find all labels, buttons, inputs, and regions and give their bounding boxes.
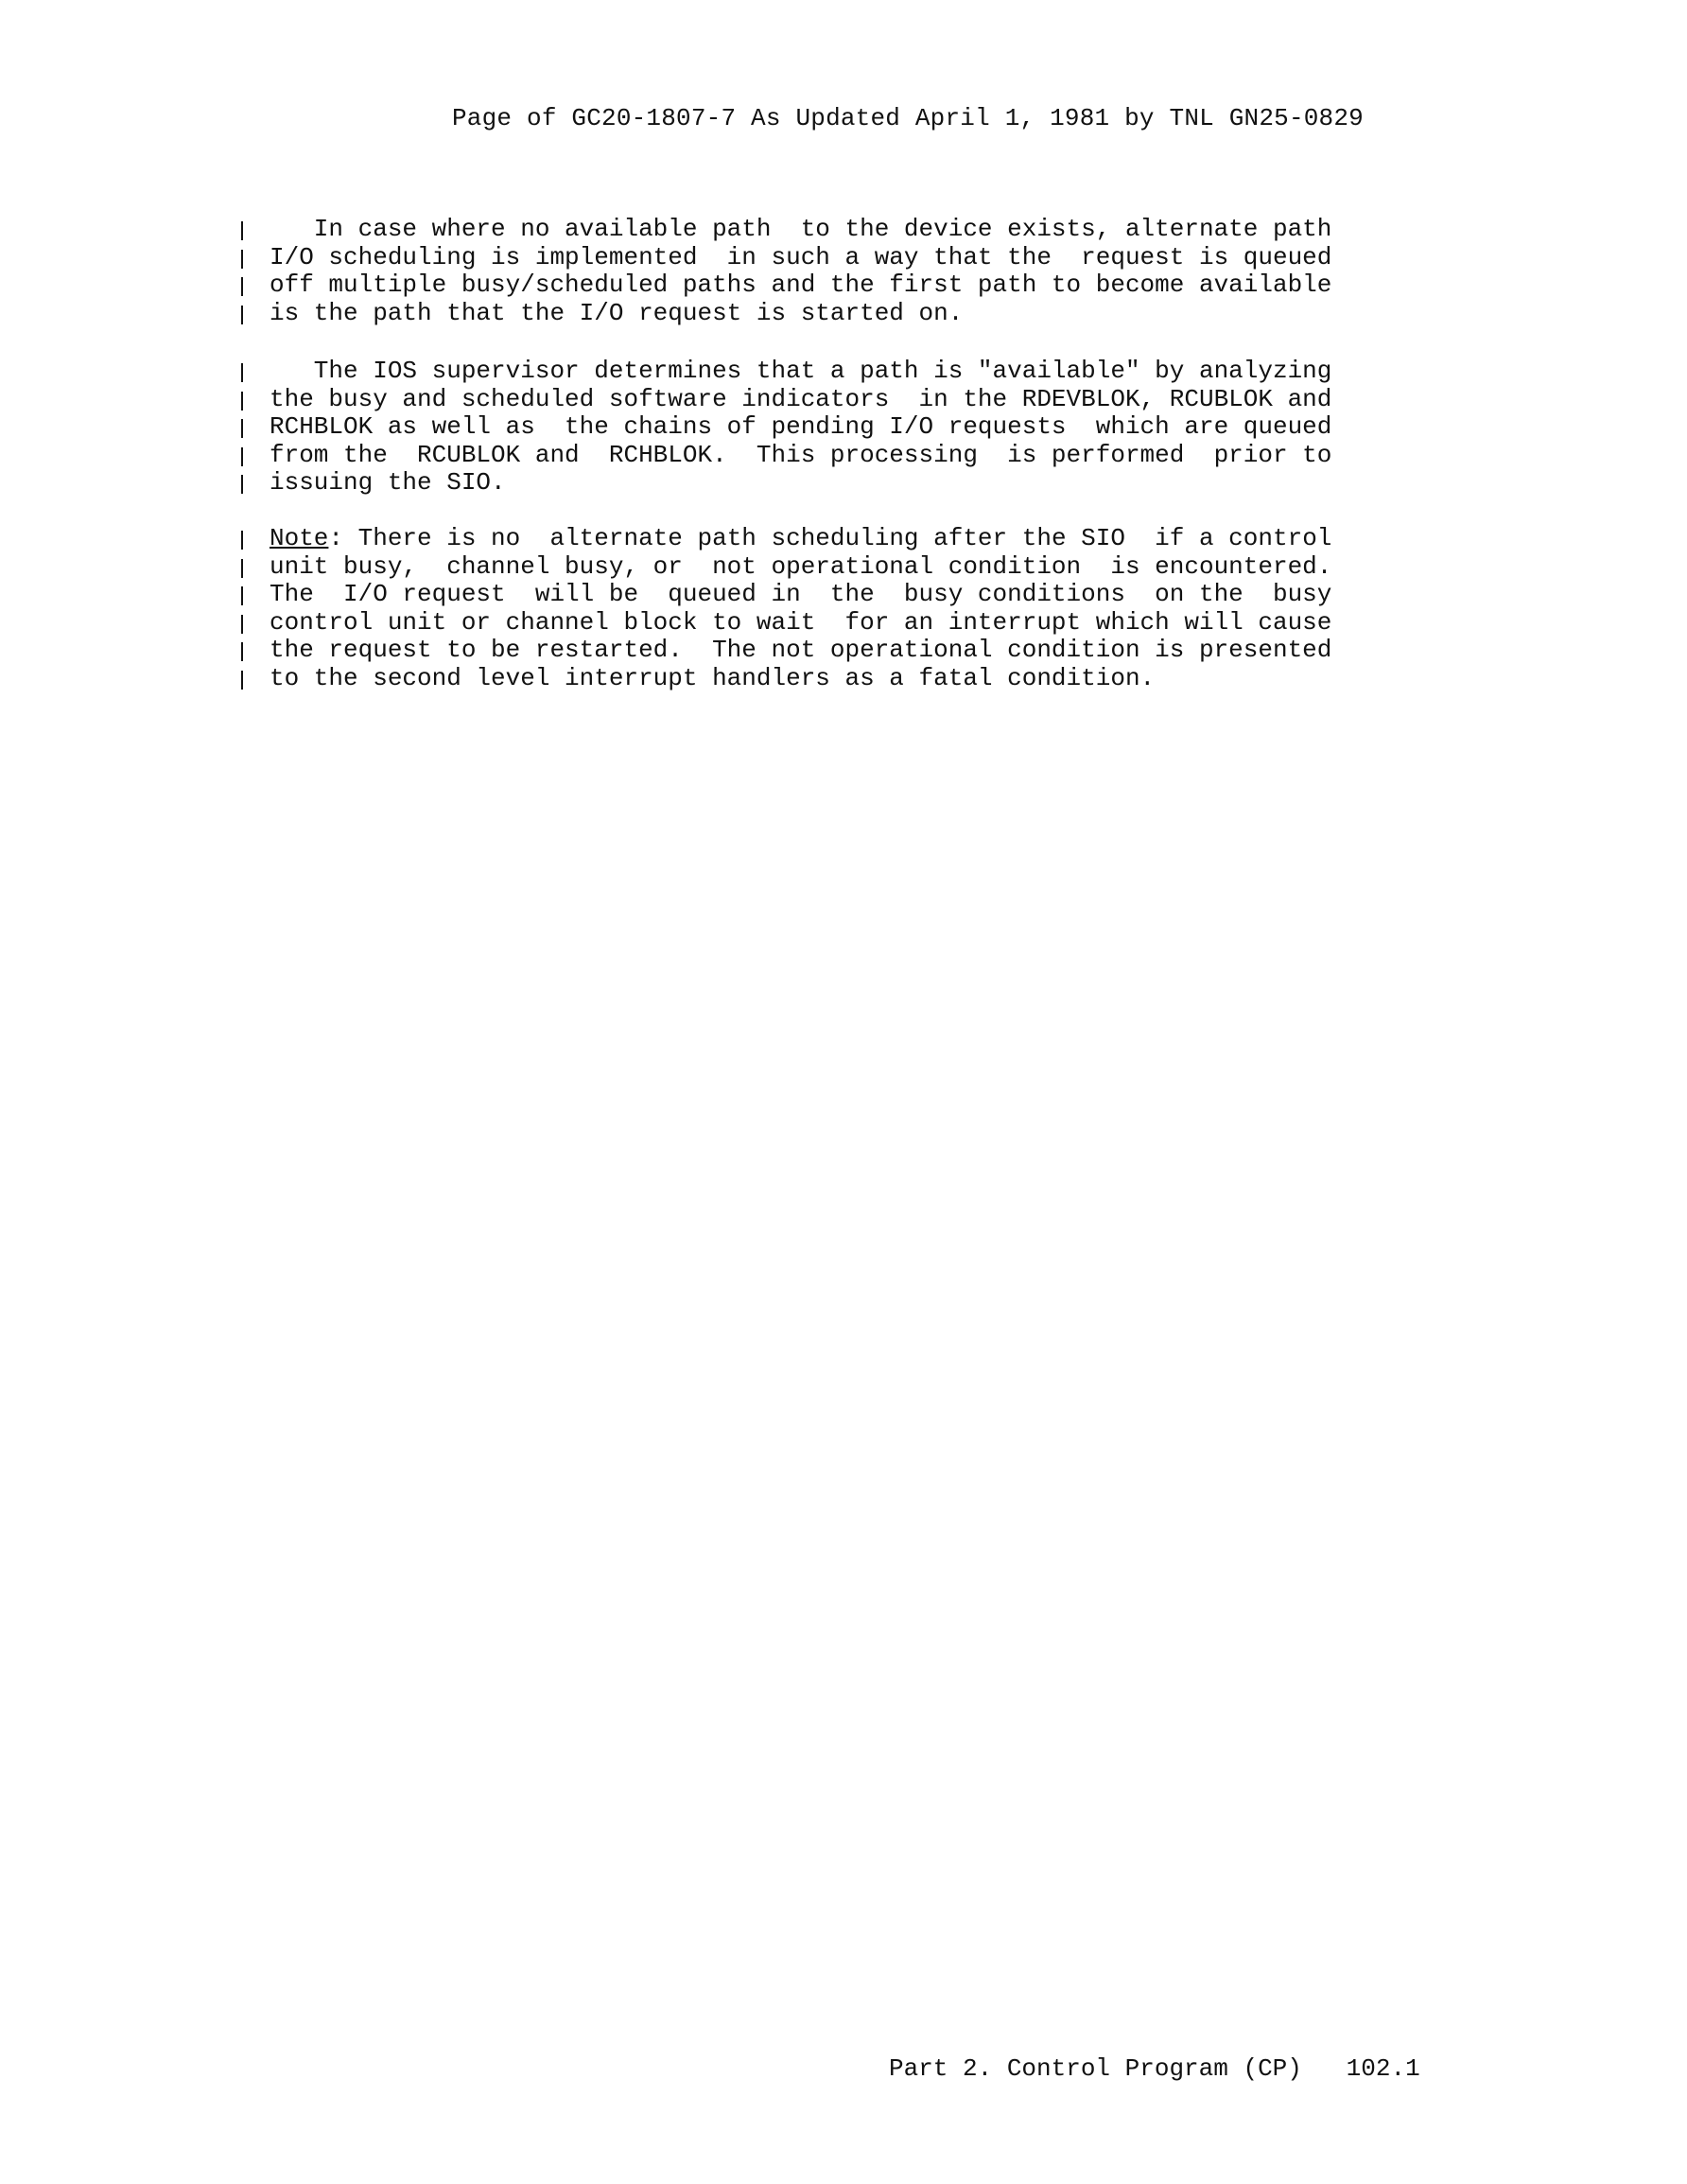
revision-bar [241, 531, 243, 550]
note-label: Note [270, 524, 329, 552]
revision-bar [241, 642, 243, 661]
revision-bar [241, 615, 243, 634]
text-line: off multiple busy/scheduled paths and the first path to become available [241, 271, 1470, 300]
revision-bar [241, 392, 243, 411]
revision-bar [241, 447, 243, 466]
text-line: control unit or channel block to wait for an interrupt which will cause [241, 609, 1470, 638]
revision-bar [241, 221, 243, 240]
revision-bar [241, 277, 243, 296]
text-line: the busy and scheduled software indicators in the RDEVBLOK, RCUBLOK and [241, 386, 1470, 414]
text-line: to the second level interrupt handlers as a fatal condition. [241, 665, 1470, 693]
text-line: is the path that the I/O request is started on. [241, 300, 1470, 328]
text-line: I/O scheduling is implemented in such a way that the request is queued [241, 244, 1470, 272]
revision-bar [241, 363, 243, 382]
revision-bar [241, 586, 243, 605]
text-line: RCHBLOK as well as the chains of pending I/O requests which are queued [241, 413, 1470, 442]
paragraph-alternate-path [241, 216, 1470, 327]
text-line: the request to be restarted. The not operational condition is presented [241, 637, 1470, 665]
revision-bar [241, 475, 243, 494]
text-line: Note: There is no alternate path scheduling after the SIO if a control [241, 525, 1470, 553]
page-header: Page of GC20-1807-7 As Updated April 1, 1981 by TNL GN25-0829 [452, 104, 1364, 132]
paragraph-ios-supervisor [241, 358, 1470, 498]
revision-bar [241, 559, 243, 578]
text-line: unit busy, channel busy, or not operational condition is encountered. [241, 553, 1470, 582]
text-line: The IOS supervisor determines that a path is "available" by analyzing [241, 358, 1470, 386]
text-line: In case where no available path to the device exists, alternate path [241, 216, 1470, 244]
page-footer: Part 2. Control Program (CP) 102.1 [889, 2054, 1420, 2083]
text-line: The I/O request will be queued in the busy conditions on the busy [241, 581, 1470, 609]
revision-bar [241, 671, 243, 690]
revision-bar [241, 306, 243, 324]
revision-bar [241, 419, 243, 438]
text-line: from the RCUBLOK and RCHBLOK. This processing is performed prior to [241, 442, 1470, 470]
text-line: issuing the SIO. [241, 469, 1470, 498]
revision-bar [241, 250, 243, 269]
paragraph-note [241, 525, 1470, 692]
